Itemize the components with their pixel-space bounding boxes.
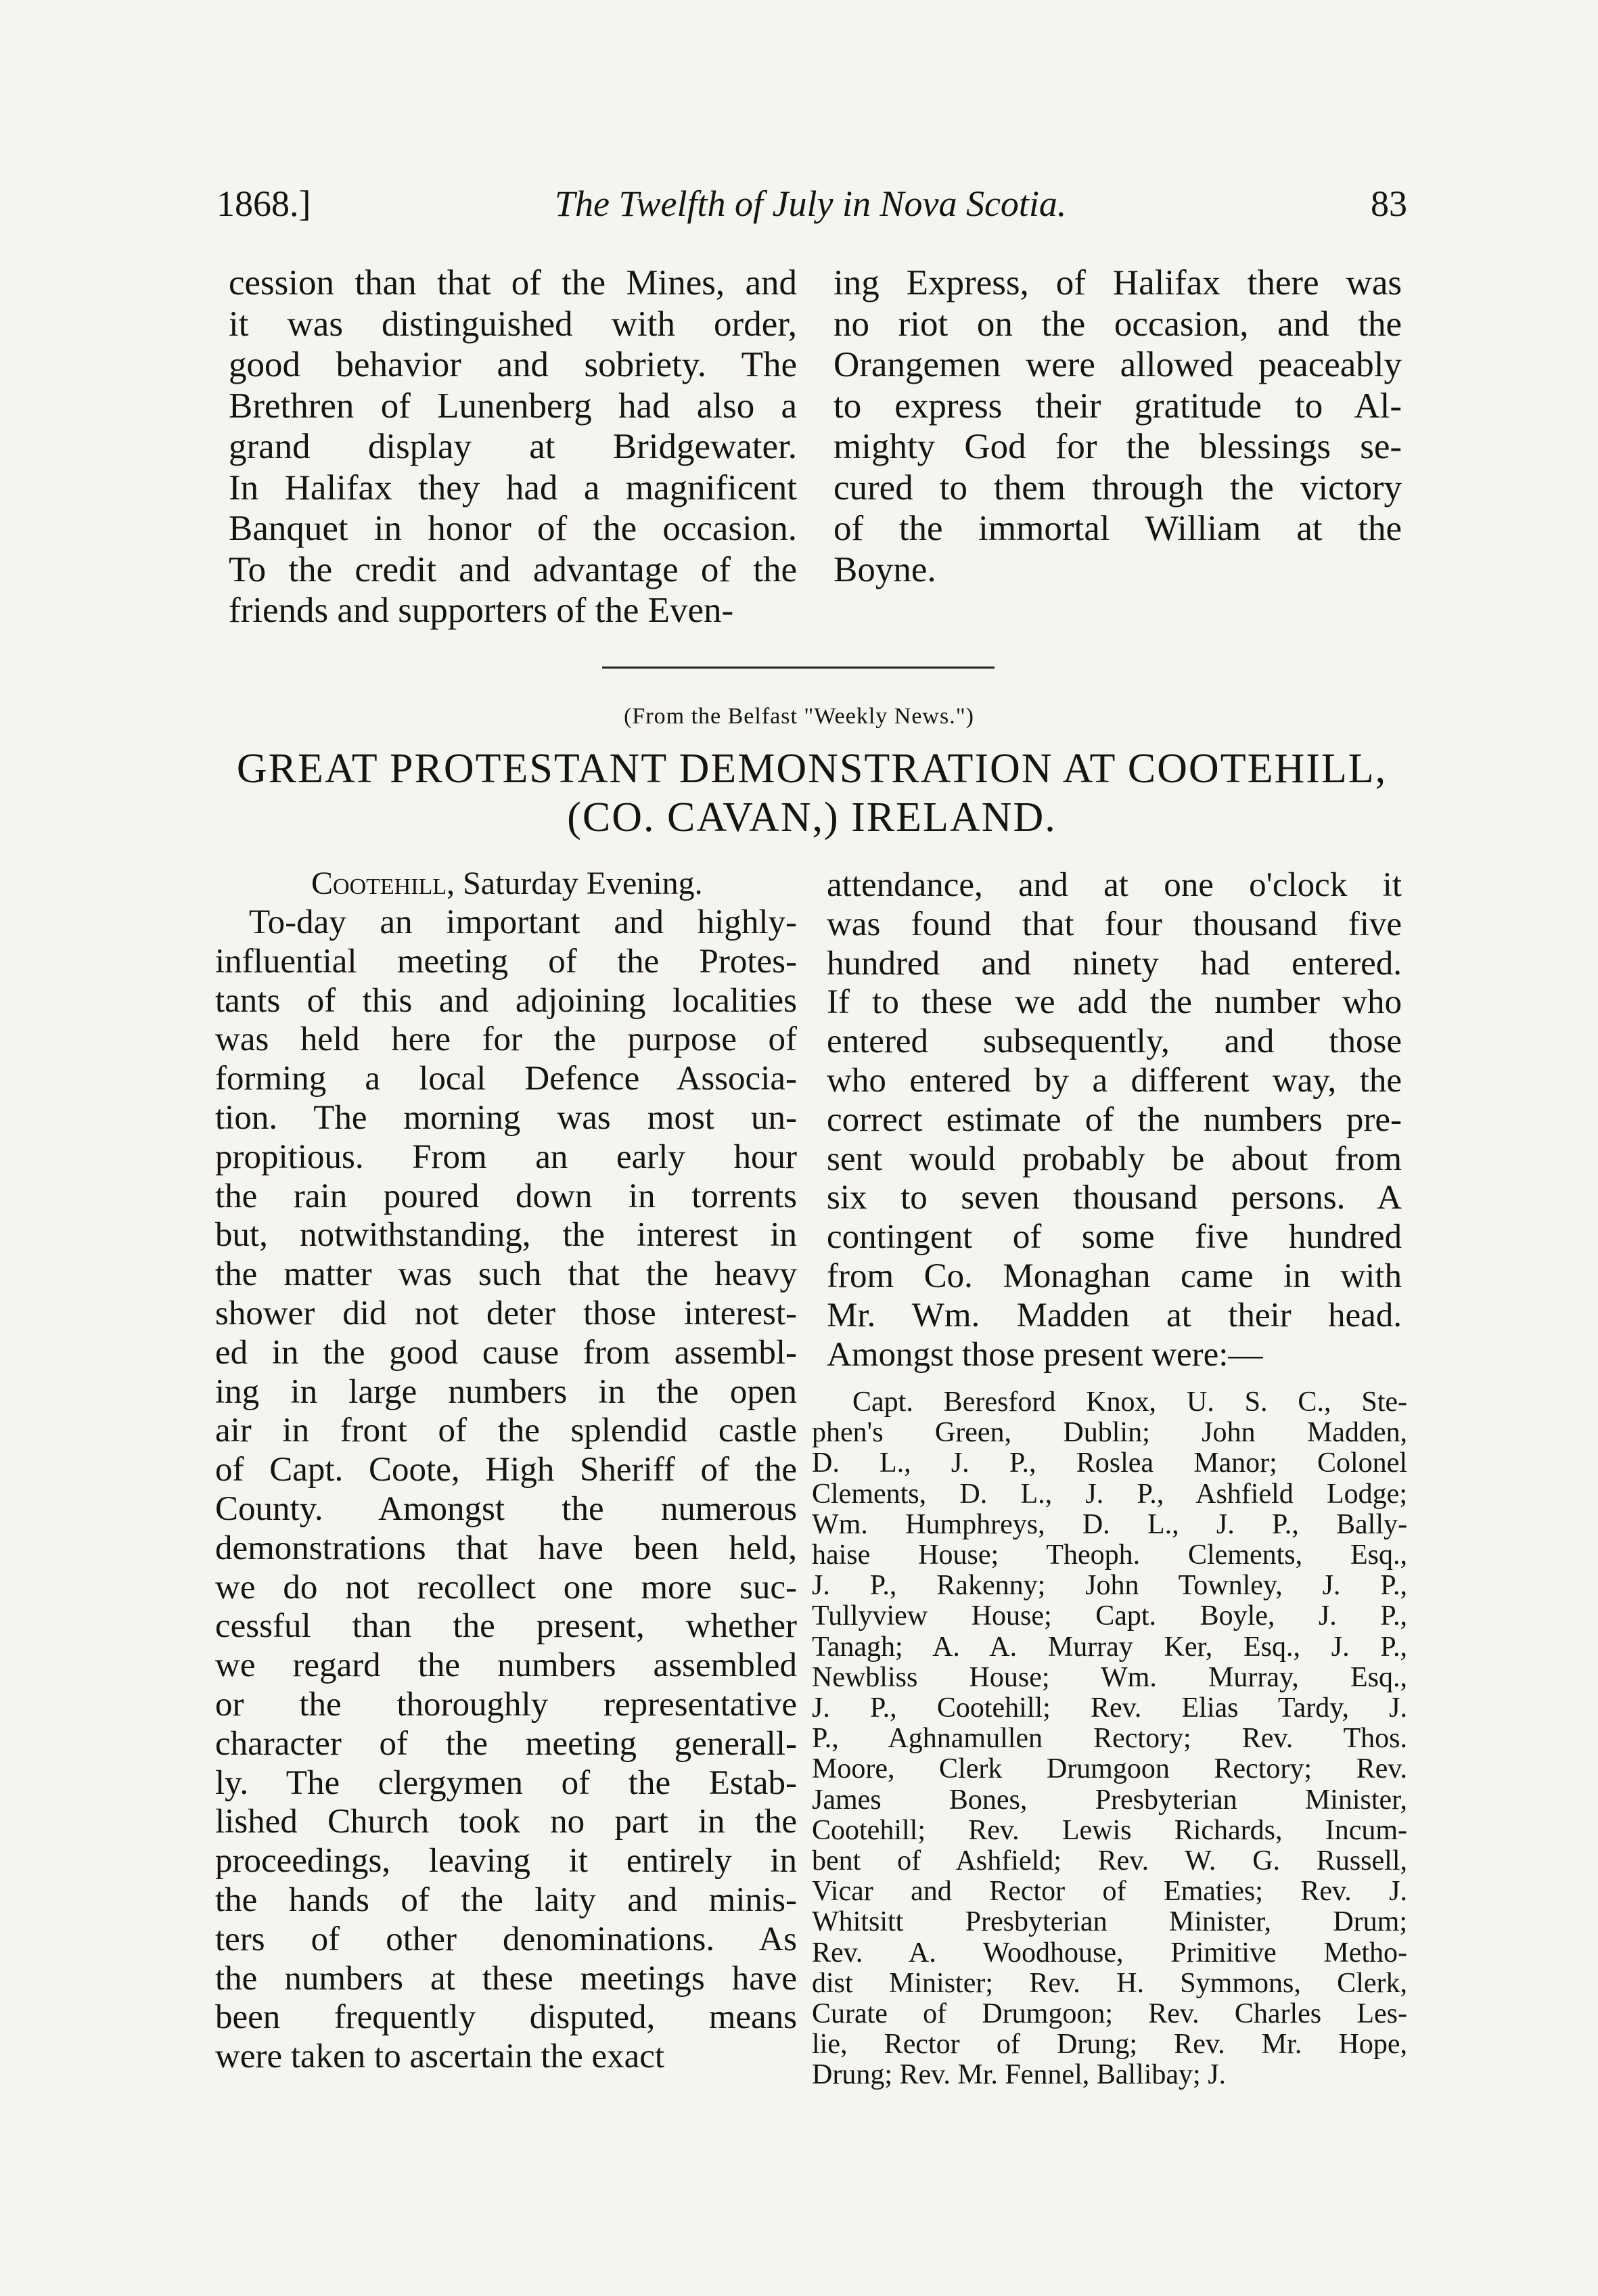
text-line: we regard the numbers assembled <box>215 1646 797 1685</box>
text-line: Vicar and Rector of Ematies; Rev. J. <box>812 1876 1407 1908</box>
text-line: Wm. Humphreys, D. L., J. P., Bally- <box>812 1508 1407 1540</box>
text-line: Mr. Wm. Madden at their head. <box>827 1296 1402 1334</box>
text-line: was held here for the purpose of <box>215 1020 797 1059</box>
section-divider <box>602 667 995 669</box>
text-line: of the immortal William at the <box>834 509 1402 548</box>
text-line: to express their gratitude to Al- <box>834 386 1402 426</box>
text-line: D. L., J. P., Roslea Manor; Colonel <box>812 1447 1407 1479</box>
text-line: If to these we add the number who <box>827 983 1402 1022</box>
text-line: ing Express, of Halifax there was <box>834 263 1402 302</box>
text-line: mighty God for the blessings se- <box>834 427 1402 466</box>
text-line: air in front of the splendid castle <box>215 1412 797 1450</box>
text-line: sent would probably be about from <box>827 1140 1402 1178</box>
text-line: hundred and ninety had entered. <box>827 944 1402 983</box>
running-head-year: 1868.] <box>216 183 311 224</box>
text-line: ters of other denominations. As <box>215 1920 797 1958</box>
article-left-column <box>215 903 797 2077</box>
text-line: forming a local Defence Associa- <box>215 1060 797 1098</box>
text-line: County. Amongst the numerous <box>215 1489 797 1528</box>
text-line: Brethren of Lunenberg had also a <box>229 386 797 426</box>
article-source: (From the Belfast "Weekly News.") <box>624 704 974 729</box>
dateline <box>311 865 703 902</box>
text-line: correct estimate of the numbers pre- <box>827 1100 1402 1139</box>
text-line: Cootehill; Rev. Lewis Richards, Incum- <box>812 1814 1407 1846</box>
text-line: Rev. A. Woodhouse, Primitive Metho- <box>812 1937 1407 1968</box>
text-line: tants of this and adjoining localities <box>215 981 797 1020</box>
text-line: six to seven thousand persons. A <box>827 1179 1402 1217</box>
text-line: was found that four thousand five <box>827 905 1402 943</box>
text-line: Capt. Beresford Knox, U. S. C., Ste- <box>852 1387 1407 1418</box>
text-line: P., Aghnamullen Rectory; Rev. Thos. <box>812 1723 1407 1755</box>
text-line: Amongst those present were:— <box>827 1335 1263 1374</box>
text-line: the matter was such that the heavy <box>215 1255 797 1294</box>
text-line: To-day an important and highly- <box>249 903 797 941</box>
text-line: proceedings, leaving it entirely in <box>215 1842 797 1881</box>
text-line: Curate of Drumgoon; Rev. Charles Les- <box>812 1998 1407 2030</box>
text-line: To the credit and advantage of the <box>229 549 797 589</box>
text-line: lished Church took no part in the <box>215 1803 797 1841</box>
article-headline <box>216 744 1407 842</box>
text-line: J. P., Cootehill; Rev. Elias Tardy, J. <box>812 1692 1407 1724</box>
text-line: grand display at Bridgewater. <box>229 427 797 466</box>
text-line: Orangemen were allowed peaceably <box>834 345 1402 384</box>
text-line: ed in the good cause from assembl- <box>215 1333 797 1372</box>
text-line: cessful than the present, whether <box>215 1607 797 1646</box>
text-line: been frequently disputed, means <box>215 1998 797 2037</box>
text-line: character of the meeting generall- <box>215 1724 797 1763</box>
text-line: J. P., Rakenny; John Townley, J. P., <box>812 1570 1407 1602</box>
previous-article-right-column <box>834 263 1402 590</box>
text-line: of Capt. Coote, High Sheriff of the <box>215 1451 797 1489</box>
previous-article-left-column <box>229 263 797 631</box>
text-line: entered subsequently, and those <box>827 1022 1402 1061</box>
text-line: Moore, Clerk Drumgoon Rectory; Rev. <box>812 1753 1407 1785</box>
headline-line-1: GREAT PROTESTANT DEMONSTRATION AT COOTEHILL, <box>236 746 1388 792</box>
text-line: propitious. From an early hour <box>215 1138 797 1176</box>
page-number: 83 <box>1371 183 1407 224</box>
text-line: no riot on the occasion, and the <box>834 304 1402 344</box>
text-line: we do not recollect one more suc- <box>215 1568 797 1606</box>
text-line: shower did not deter those interest- <box>215 1294 797 1332</box>
text-line: influential meeting of the Protes- <box>215 942 797 981</box>
running-head-title: The Twelfth of July in Nova Scotia. <box>555 183 1067 224</box>
text-line: friends and supporters of the Even- <box>229 591 734 630</box>
dateline-place: Cootehill, <box>311 865 455 901</box>
text-line: In Halifax they had a magnificent <box>229 468 797 508</box>
text-line: it was distinguished with order, <box>229 304 797 344</box>
text-line: Tullyview House; Capt. Boyle, J. P., <box>812 1600 1407 1632</box>
running-head <box>216 183 1407 237</box>
text-line: attendance, and at one o'clock it <box>827 866 1402 904</box>
text-line: Whitsitt Presbyterian Minister, Drum; <box>812 1906 1407 1938</box>
text-line: or the thoroughly representative <box>215 1685 797 1724</box>
text-line: Drung; Rev. Mr. Fennel, Ballibay; J. <box>812 2059 1227 2091</box>
dateline-time: Saturday Evening. <box>463 865 703 901</box>
text-line: ing in large numbers in the open <box>215 1372 797 1411</box>
text-line: haise House; Theoph. Clements, Esq., <box>812 1539 1407 1571</box>
text-line: bent of Ashfield; Rev. W. G. Russell, <box>812 1845 1407 1877</box>
text-line: contingent of some five hundred <box>827 1218 1402 1257</box>
text-line: Boyne. <box>834 549 936 589</box>
text-line: Tanagh; A. A. Murray Ker, Esq., J. P., <box>812 1631 1407 1663</box>
text-line: James Bones, Presbyterian Minister, <box>812 1784 1407 1816</box>
text-line: Newbliss House; Wm. Murray, Esq., <box>812 1661 1407 1693</box>
text-line: were taken to ascertain the exact <box>215 2038 665 2076</box>
text-line: phen's Green, Dublin; John Madden, <box>812 1417 1407 1449</box>
text-line: Banquet in honor of the occasion. <box>229 509 797 548</box>
text-line: cured to them through the victory <box>834 468 1402 508</box>
text-line: tion. The morning was most un- <box>215 1098 797 1137</box>
text-line: cession than that of the Mines, and <box>229 263 797 302</box>
text-line: Clements, D. L., J. P., Ashfield Lodge; <box>812 1478 1407 1510</box>
text-line: but, notwithstanding, the interest in <box>215 1216 797 1255</box>
text-line: good behavior and sobriety. The <box>229 345 797 384</box>
attendees-list <box>812 1387 1407 2091</box>
text-line: the numbers at these meetings have <box>215 1959 797 1998</box>
text-line: ly. The clergymen of the Estab- <box>215 1763 797 1802</box>
text-line: from Co. Monaghan came in with <box>827 1257 1402 1295</box>
text-line: the hands of the laity and minis- <box>215 1881 797 1919</box>
text-line: the rain poured down in torrents <box>215 1177 797 1215</box>
headline-line-2: (CO. CAVAN,) IRELAND. <box>567 794 1057 840</box>
text-line: who entered by a different way, the <box>827 1061 1402 1100</box>
text-line: demonstrations that have been held, <box>215 1529 797 1567</box>
text-line: dist Minister; Rev. H. Symmons, Clerk, <box>812 1967 1407 1999</box>
text-line: lie, Rector of Drung; Rev. Mr. Hope, <box>812 2029 1407 2061</box>
article-right-column <box>827 866 1402 1374</box>
